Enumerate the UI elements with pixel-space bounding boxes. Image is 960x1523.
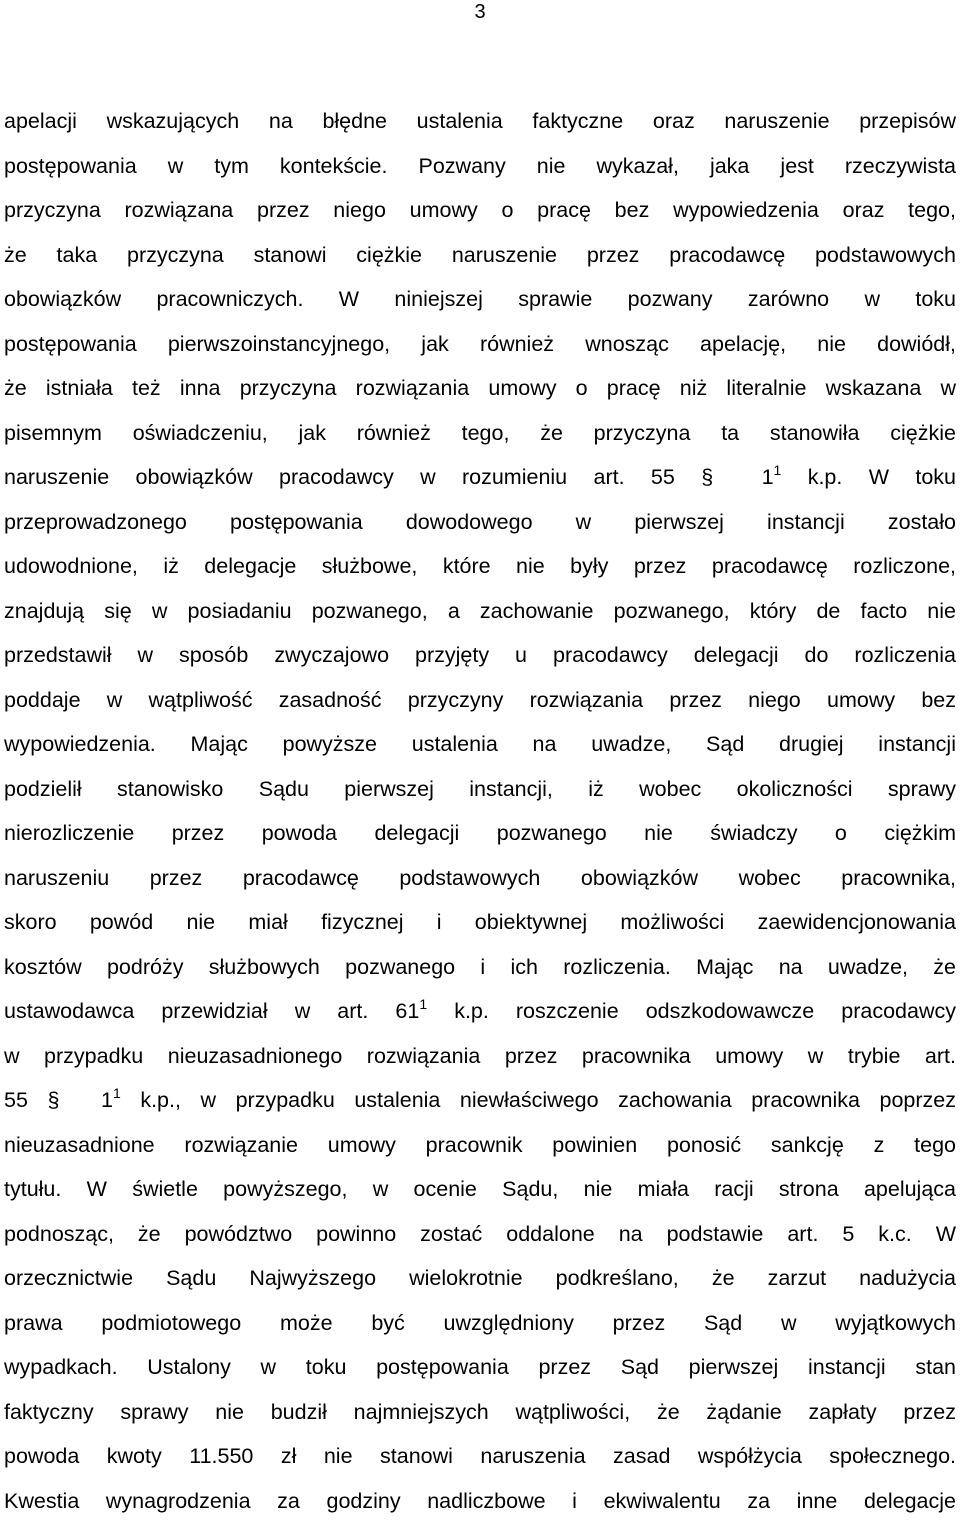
text-run: wypadkach. Ustalony w toku postępowania przez Sąd pierwszej instancji stan	[4, 1355, 956, 1379]
text-run: 1	[735, 465, 773, 489]
text-line	[4, 856, 956, 901]
text-run: postępowania w tym kontekście. Pozwany nie wykazał, jaka jest rzeczywista	[4, 154, 956, 178]
text-line	[4, 1167, 956, 1212]
text-line	[4, 144, 956, 189]
text-run: naruszeniu przez pracodawcę podstawowych obowiązków wobec pracownika,	[4, 866, 956, 890]
text-run: podnosząc, że powództwo powinno zostać oddalone na podstawie art. 5 k.c. W	[4, 1222, 956, 1246]
text-line	[4, 767, 956, 812]
text-run: ustawodawca przewidział w art. 61	[4, 999, 419, 1023]
text-run: przyczyna rozwiązana przez niego umowy o pracę bez wypowiedzenia oraz tego,	[4, 198, 956, 222]
text-run: przeprowadzonego postępowania dowodowego w pierwszej instancji zostało	[4, 510, 956, 534]
text-run: tytułu. W świetle powyższego, w ocenie Sądu, nie miała racji strona apelująca	[4, 1177, 956, 1201]
text-run: 55	[4, 1088, 47, 1112]
page-number: 3	[0, 2, 960, 22]
text-line	[4, 277, 956, 322]
text-run: k.p. roszczenie odszkodowawcze pracodawcy	[427, 999, 956, 1023]
text-run: w przypadku nieuzasadnionego rozwiązania przez pracownika umowy w trybie art.	[4, 1044, 956, 1068]
text-run: apelacji wskazujących na błędne ustalenia faktyczne oraz naruszenie przepisów	[4, 109, 956, 133]
text-run: Kwestia wynagrodzenia za godziny nadliczbowe i ekwiwalentu za inne delegacje	[4, 1489, 956, 1513]
text-run: skoro powód nie miał fizycznej i obiektywnej możliwości zaewidencjonowania	[4, 910, 956, 934]
text-run: że istniała też inna przyczyna rozwiązania umowy o pracę niż literalnie wskazana w	[4, 376, 956, 400]
text-run: prawa podmiotowego może być uwzględniony przez Sąd w wyjątkowych	[4, 1311, 956, 1335]
text-line	[4, 1479, 956, 1523]
text-line	[4, 1390, 956, 1435]
section-sign: §	[701, 455, 735, 500]
text-run: poddaje w wątpliwość zasadność przyczyny rozwiązania przez niego umowy bez	[4, 688, 956, 712]
text-line	[4, 1123, 956, 1168]
text-run: k.p., w przypadku ustalenia niewłaściwego zachowania pracownika poprzez	[121, 1088, 956, 1112]
text-line	[4, 1078, 956, 1123]
text-run: podzielił stanowisko Sądu pierwszej instancji, iż wobec okoliczności sprawy	[4, 777, 956, 801]
text-line	[4, 1212, 956, 1257]
text-line	[4, 99, 956, 144]
text-line	[4, 500, 956, 545]
text-run: pisemnym oświadczeniu, jak również tego, że przyczyna ta stanowiła ciężkie	[4, 421, 956, 445]
text-line	[4, 989, 956, 1034]
text-line	[4, 900, 956, 945]
text-line	[4, 1301, 956, 1346]
text-run: postępowania pierwszoinstancyjnego, jak również wnosząc apelację, nie dowiódł,	[4, 332, 956, 356]
text-line	[4, 455, 956, 500]
text-line	[4, 1434, 956, 1479]
text-line	[4, 233, 956, 278]
text-run: nierozliczenie przez powoda delegacji pozwanego nie świadczy o ciężkim	[4, 821, 956, 845]
body-text	[4, 99, 956, 1523]
text-line	[4, 722, 956, 767]
text-line	[4, 633, 956, 678]
text-run: k.p. W toku	[781, 465, 956, 489]
text-run: orzecznictwie Sądu Najwyższego wielokrotnie podkreślano, że zarzut nadużycia	[4, 1266, 956, 1290]
text-run: udowodnione, iż delegacje służbowe, które nie były przez pracodawcę rozliczone,	[4, 554, 956, 578]
text-run: że taka przyczyna stanowi ciężkie naruszenie przez pracodawcę podstawowych	[4, 243, 956, 267]
text-line	[4, 1034, 956, 1079]
text-run: powoda kwoty 11.550 zł nie stanowi naruszenia zasad współżycia społecznego.	[4, 1444, 956, 1468]
superscript: 1	[113, 1085, 121, 1101]
text-line	[4, 1256, 956, 1301]
text-run: faktyczny sprawy nie budził najmniejszych wątpliwości, że żądanie zapłaty przez	[4, 1400, 956, 1424]
text-run: wypowiedzenia. Mając powyższe ustalenia na uwadze, Sąd drugiej instancji	[4, 732, 956, 756]
text-line	[4, 678, 956, 723]
text-run: obowiązków pracowniczych. W niniejszej sprawie pozwany zarówno w toku	[4, 287, 956, 311]
text-run: znajdują się w posiadaniu pozwanego, a zachowanie pozwanego, który de facto nie	[4, 599, 956, 623]
text-line	[4, 589, 956, 634]
text-line	[4, 945, 956, 990]
text-run: nieuzasadnione rozwiązanie umowy pracownik powinien ponosić sankcję z tego	[4, 1133, 956, 1157]
text-line	[4, 322, 956, 367]
text-line	[4, 411, 956, 456]
text-line	[4, 188, 956, 233]
section-sign: §	[47, 1078, 81, 1123]
text-run: kosztów podróży służbowych pozwanego i ich rozliczenia. Mając na uwadze, że	[4, 955, 956, 979]
text-run: 1	[81, 1088, 113, 1112]
text-line	[4, 544, 956, 589]
text-line	[4, 366, 956, 411]
superscript: 1	[419, 996, 427, 1012]
text-run: przedstawił w sposób zwyczajowo przyjęty u pracodawcy delegacji do rozliczenia	[4, 643, 956, 667]
text-line	[4, 1345, 956, 1390]
superscript: 1	[774, 462, 782, 478]
text-run: naruszenie obowiązków pracodawcy w rozumieniu art. 55	[4, 465, 701, 489]
text-line	[4, 811, 956, 856]
